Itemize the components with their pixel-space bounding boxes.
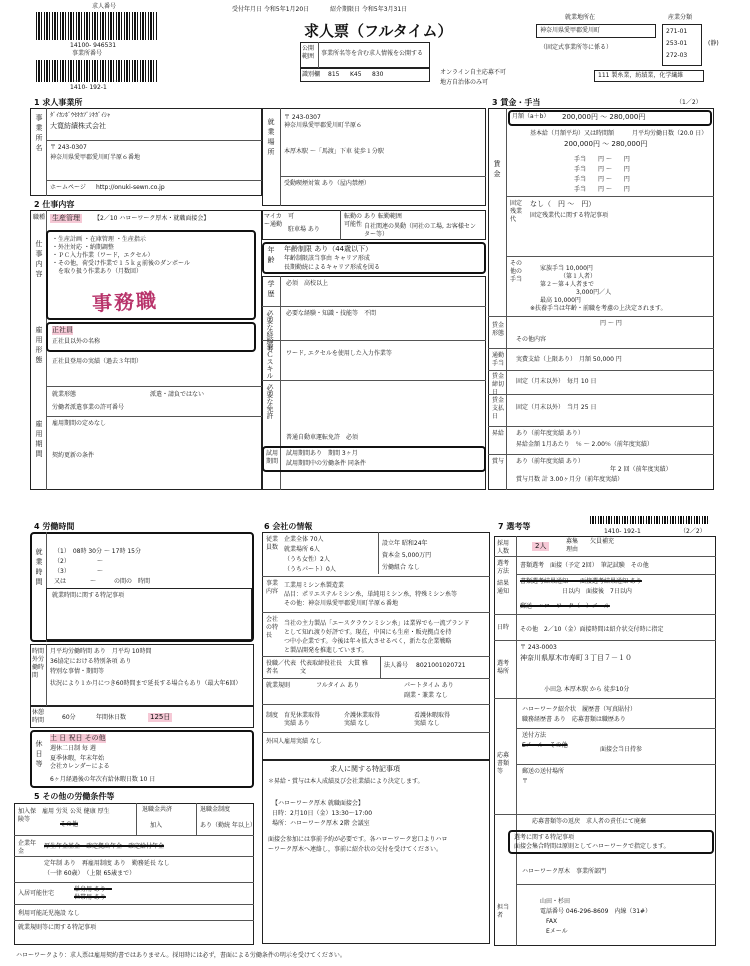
shorui-value: ハローワーク紹介状 履歴書（写真貼付） [522,706,637,713]
gakureki-value: 必須 高校以上 [286,280,329,287]
senko-label: 選考方法 [497,560,510,575]
jigyosho-vlabel: 事業所名 [35,114,43,154]
kyujin-no: 14100- 946531 [70,42,117,49]
sonota-1: 家族手当 10,000円 [540,265,593,272]
menkyo-value: 普通自動車運転免許 必須 [286,434,359,441]
basho-label: 選考場所 [497,660,510,675]
getsu-label: 月額（a＋b） [512,113,550,120]
jigyo-label: 事業内容 [266,580,279,595]
shimebi-label: 賃金締切日 [492,373,505,396]
kisoku-part: パートタイム あり [404,682,454,689]
sonota-6: ※扶養手当は年齢・前職を考慮の上決定されます。 [530,305,667,312]
seido-label-6: 制度 [266,712,279,719]
page-title: 求人票（フルタイム） [304,22,453,40]
company-address: 神奈川県愛甲郡愛川町半原６番地 [50,154,141,161]
hiyo-label: 賃金形態 [492,322,505,337]
shokushu-extra: 【2／10 ハローワーク厚木・就職面接会】 [94,215,210,222]
shikibetsu-label: 識別欄 [302,71,321,78]
teate-2: 手当 円 ～ 円 [574,166,630,173]
jikangai-label: 時間外労働時間 [32,648,45,679]
kaigo: 介護休業取得実績 なし [344,712,381,727]
haken-license: 労働者派遣事業の許可番号 [52,404,125,411]
tsuchi: 郵送 ハローワーク（ ）メール [520,603,610,610]
jigyo-1: 工業用ミシン糸製造業 [284,582,344,589]
setsuritsu: 設立年 昭和24年 [382,540,428,547]
shokyu-value: あり（前年度実績 あり） [516,430,584,437]
sec1-title: 1 求人事業所 [34,98,83,107]
shikibetsu-3: 830 [372,71,384,78]
company-postal: 〒 243-0307 [50,144,87,151]
naiyo-line-5: を取り扱う作業あり（月数回） [52,268,143,275]
expiry-date: 紹介期限日 令和5年3月31日 [330,6,408,13]
kekka-label: 結果通知 [497,580,510,595]
tanto-label: 担当者 [497,904,510,919]
nenrei-value: 年齢制限 あり（44歳以下） [284,245,373,253]
shoyo-count: 年 2 回（前年度実績） [610,466,672,473]
sec3-page: （1／2） [676,99,702,106]
shokyu-label: 昇給 [492,430,505,437]
nenkin-value: 厚生年金基金 確定拠出年金 確定給付年金 [44,843,165,850]
seido-value: あり（勤続 年以上） [200,822,256,829]
tokucho-2: として知れ渡り好評です。現在，中国にも生産・販売拠点を持 [284,629,452,636]
tokki-line-1: ＊昇給・賞与は本人成績及び会社業績により決定します。 [268,778,424,785]
senko-tokki: 選考に関する特記事項 [514,834,575,841]
kyujitsu-value: 土 日 祝日 その他 [50,734,106,742]
nyukyo-value: 単身用 あり 世帯用 あり [74,886,112,901]
getsu-value: 200,000円 ～ 280,000円 [562,113,646,121]
naiyo-line-3: ・ＰＣ入力作業（ワード，エクセル） [52,252,154,259]
daihyo-value: 代表取締役社長 大貫 雅文 [300,660,368,675]
shiharai-value: 固定（月末以外） 当月 25 日 [516,404,597,411]
chiho-note: 地方自治体のみ可 [440,79,489,86]
soufu-3: 面接会当日持参 [600,746,643,753]
yuso-label: 郵送の送付場所 [522,768,565,775]
tokucho-1: 当社の主力製品「エースクラウンミシン糸」は業界でも一流ブランド [284,620,470,627]
sonota-kyuyo: その他内容 [516,336,547,343]
sonota-2: （第１人者） [560,273,597,280]
kango: 看護休暇取得実績 なし [414,712,451,727]
taishoku-label: 退職金共済 [142,806,173,813]
kyujin-barcode [36,12,158,40]
tenkin-detail: 自社関連の異動（同社の工場, お客様センター等） [364,223,476,238]
jikan-tokki: 就業時間に関する特記事項 [52,592,125,599]
pc-value: ワード, エクセルを使用した入力作業等 [286,350,392,357]
henkyaku: 応募書類等の返戻 求人者の責任にて廃棄 [532,818,647,825]
tokucho-4: と製品開発を推進しています。 [284,647,368,654]
nenkan-label: 年間休日数 [96,714,127,721]
senko-value: 書類選考 面接（予定 2回） 筆記試験 その他 [520,562,649,569]
shoyo-label: 賞与 [492,458,505,465]
mycar-value: 可 [288,213,295,220]
tanto-fax: FAX [546,918,558,925]
kumiai: 労働組合 なし [382,564,420,571]
shihonkin: 資本金 5,000万円 [382,552,432,559]
teinen-value: 定年制 あり 再雇用制度 あり 勤務延長 なし [44,860,170,867]
sec5-title: 5 その他の労働条件等 [34,792,115,801]
tokki-line-5: 場所：ハローワーク厚木 2階 会議室 [272,820,370,827]
nenrei-reason2: 長期勤続によるキャリア形成を図る [284,264,381,271]
teinen-detail: （一律 60歳） （上限 65歳まで） [44,870,136,877]
nenkan-value: 125日 [150,713,171,721]
jigyosho-no-label: 事業所番号 [72,50,103,57]
nichiji-value: その他 2／10（金）面接時間は紹介状交付時に指定 [520,626,664,633]
sonota-4: 3,000円／人 [576,289,612,296]
keiyaku-koshin: 契約更新の条件 [52,452,95,459]
koyo-note: 就業規則等に関する特記事項 [18,924,97,931]
hoken-other: その他 [60,821,79,828]
shiyo-cond: 試用期間中の労働条件 同条件 [286,460,366,467]
saiyo-value: 2人 [532,542,549,551]
sangyo-desc: 111 製糸業，紡績業，化学繊維 [598,72,684,79]
part: （うちパート）0人 [284,566,336,573]
shukyu: 週休二日制 毎 週 [50,745,96,752]
yuso-postal: 〒 [522,778,529,785]
nenkin-label: 企業年金 [18,840,37,855]
sonota-label: その他の手当 [510,260,523,283]
tokki-line-4: 日時：2月10日（金）13:30～17:00 [272,810,373,817]
shugyo-basho: 神奈川県愛甲郡愛川町 [540,27,601,34]
kyotei: 36協定における特別条項 あり [50,658,132,665]
shimebi-value: 固定（月末以外） 毎月 10 日 [516,378,597,385]
jimushoku-stamp: 事務職 [91,288,159,316]
kyujitsu-vlabel: 休日等 [35,740,43,770]
shugyo-keitai: 就業形態 [52,391,77,398]
shokyu-detail: 昇給金額 1月あたり ％ ～ 2.00％（前年度実績） [516,441,653,448]
company-name: 大寛紡績株式会社 [50,122,106,130]
shugyo-postal: 〒 243-0307 [284,114,321,121]
shiharai-label: 賃金支払日 [492,397,505,420]
shugyo-basho-label: 就業地所在 [565,14,596,21]
koyo-value: 正社員 [52,326,73,334]
parking: 駐車場 あり [288,226,320,233]
shorui-label: 応募書類等 [497,752,510,775]
kigyo-zentai: 企業全体 70人 [284,536,324,543]
footer-note: ハローワークより：求人票は雇用契約書ではありません。採用時には必ず，書面による労働条件の明示を受けてください。 [16,952,346,959]
teate-1: 手当 円 ～ 円 [574,156,630,163]
kokai-label: 公開範囲 [302,45,315,60]
sec7-page: （2／2） [680,528,706,535]
seido-label: 退職金制度 [200,806,231,813]
daihyo-label: 役職／代表者名 [266,660,297,675]
shugyo-address: 神奈川県愛甲郡愛川町半原６ [284,122,363,129]
josei: （うち女性）2人 [284,556,330,563]
kyukei-value: 60分 [62,714,76,721]
tanto-tel: 電話番号 046-296-8609 内線（31#） [540,908,652,915]
tenkin-value: あり 転勤範囲 [364,213,402,220]
sonota-5: 最高 10,000円 [540,297,581,304]
kisoku-label: 就業規則 [266,682,291,689]
tokubetsu: 特別な事情・期間等 [50,668,105,675]
teate-3: 手当 円 ～ 円 [574,176,630,183]
kisoku-full: フルタイム あり [316,682,360,689]
kotei-note: 固定残業代に関する特記事項 [530,212,609,219]
taishoku-value: 加入 [150,822,163,829]
koyo-vlabel: 雇用形態 [35,326,43,366]
kihon-label: 基本給（月額平均）又は時間額 [530,130,615,137]
shiyo-label: 試用期間 [266,450,279,465]
sangyo-code-3: 272-03 [666,52,688,59]
tokki-line-7: 面接会参加には事前予約が必要です。各ハローワーク窓口よりハロ [268,836,448,843]
smoking-policy: 受動喫煙対策 あり（屋内禁煙） [284,180,370,187]
nenrei-reason: 年齢制限該当事由 キャリア形成 [284,255,370,262]
jikan-4: 又は ～ の間の 時間 [54,578,151,585]
sangyo-code-1: 271-01 [666,28,688,35]
teate-4: 手当 円 ～ 円 [574,186,630,193]
ikuji: 育児休業取得実績 あり [284,712,321,727]
tokubetsu-detail: 状況により１か月につき60時間まで延長する場合もあり（最大年6回） [50,680,242,687]
tsukin-label: 通勤手当 [492,352,505,367]
naiyo-line-1: ・生産計画 ・在庫管理 ・生産指示 [52,236,146,243]
hoken-label: 加入保険等 [18,808,37,823]
senko-tokki-2: 面接会集合時間は原則としてハローワークで指定します。 [514,843,670,850]
hoikusho: 利用可能託児施設 なし [18,910,80,917]
homepage-label: ホームページ [50,184,86,191]
shokushu-value: 生産管理 [52,214,80,222]
sec3-title: 3 賃金・手当 [492,98,541,107]
keiken-value: 必要な経験・知識・技能等 不問 [286,310,377,317]
jigyo-3: その他：神奈川県愛甲郡愛川町半原６番地 [284,600,399,607]
shoyo-amount: 賞与月数 計 3.00ヶ月分（前年度実績） [516,476,624,483]
mycar-label: マイカー通勤 [264,213,283,228]
kokai-value: 事業所名等を含む求人情報を公開する [321,50,424,57]
jikan-1: （1） 08時 30分 ～ 17時 15分 [54,548,141,555]
jikan-3: （3） ～ [54,568,103,575]
keiken-vlabel: 必要な経験等 [266,310,274,352]
shugyo-vlabel: 就業場所 [267,118,275,158]
sec4-title: 4 労働時間 [34,522,75,531]
shugyo-jikan-vlabel: 就業時間 [35,548,43,588]
sec7-jigyosho-no: 1410- 192-1 [604,528,641,535]
nichiji-label: 日時 [497,624,510,631]
jugyoin-label: 従業員数 [266,536,279,551]
yukyu: 6ヶ月経過後の年次有給休暇日数 10 日 [50,776,156,783]
shikibetsu-2: K45 [350,71,362,78]
shorui-value-2: 職務経歴書 あり 応募書類は職歴あり [522,716,626,723]
shugyo-ninzu: 就業場所 6人 [284,546,320,553]
jigyosho-no: 1410- 192-1 [70,84,107,91]
hoken-value: 雇用 労災 公災 健康 厚生 [42,808,110,815]
kihon-avg: 月平均労働日数（20.0 日） [632,130,708,137]
saiyo-label: 採用人数 [497,540,510,555]
kotei-label: 固定残業代 [510,200,523,223]
tokki-center-title: 求人に関する特記事項 [330,765,400,773]
shoyo-value: あり（前年度実績 あり） [516,458,584,465]
kyujitsu-note-1: 夏季休暇，年末年始 [50,755,105,762]
shugyo-access: 本厚木駅 ～「馬渡」下車 徒歩１分駅 [284,148,384,155]
jigyo-2: 品目：ポリエステルミシン糸，単純用ミシン糸，特殊ミシン糸等 [284,591,458,598]
fukugyo: 副業・兼業 なし [404,692,448,699]
gakureki-vlabel: 学歴 [267,280,275,300]
online-note: オンライン自主応募不可 [440,69,506,76]
nyukyo-label: 入居可能住宅 [18,890,55,897]
shikibetsu-1: 815 [328,71,340,78]
naiyo-line-2: ・外注対応 ・納期調整 [52,244,114,251]
kyujin-no-label: 求人番号 [92,3,117,10]
tenkin-label: 転勤の可能性 [344,213,363,228]
kihon-value: 200,000円 ～ 280,000円 [564,140,648,148]
kyujitsu-note-2: 会社カレンダーによる [50,763,110,770]
tokucho-label: 会社の特長 [266,616,279,639]
hojin-label: 法人番号 [384,662,409,669]
soufu-2: Eメール その他 [522,742,568,749]
tokki-line-8: ーワーク厚木へ連絡し，事前に紹介状の交付を受けてください。 [268,846,443,853]
sec2-title: 2 仕事内容 [34,200,75,209]
hiyo-value: 円 ～ 円 [600,320,622,327]
jikangai-value: 月平均労働時間 あり 月平均 10時間 [50,648,152,655]
chingin-vlabel: 賃金 [493,160,501,180]
tokki-line-3: 【ハローワーク厚木 就職面接会】 [272,800,364,807]
hojin-value: 8021001020721 [416,662,466,669]
sec7-barcode [590,516,710,524]
pc-vlabel: ＰＣスキル [266,344,274,379]
sangyo-label: 産業分類 [668,14,693,21]
koyo-other: 正社員以外の名称 [52,338,101,345]
gaikokujin: 外国人雇用実績 なし [266,738,322,745]
sec6-title: 6 会社の情報 [264,522,313,531]
homepage-link[interactable]: http://onuki-sewn.co.jp [96,184,165,191]
boshu-label: 募集理由 [566,538,579,553]
naiyo-line-4: ・その他，荷受け作業で１５ｋｇ前後のダンボール [52,260,190,267]
menkyo-vlabel: 必要な免許 [266,384,274,419]
sangyo-note: （固定式事業所等に係る） [540,44,613,51]
nenrei-vlabel: 年齢 [267,246,275,266]
shiyo-value: 試用期間あり 期間 3ヶ月 [286,450,358,457]
kyukei-label: 休憩時間 [32,709,45,724]
koyo-keitai-box [46,322,256,352]
sangyo-code-2: 253-01 [666,40,688,47]
jikan-2: （2） ～ [54,558,103,565]
sangyo-mark: (静) [708,40,719,47]
sonota-3: 第２～第４人者まで [540,281,595,288]
naiyo-vlabel: 仕事内容 [35,240,43,280]
haken-status: 派遣・請負ではない [150,391,205,398]
kekka-2: 日以内 面接後 7日以内 [520,588,632,595]
jigyosho-barcode [36,60,158,82]
shokushu-label: 職種 [33,214,46,221]
received-date: 受付年月日 令和5年1月20日 [232,6,310,13]
tokucho-3: つ中小企業です。今後は年々拡大させるべく，新たな企業戦略 [284,638,452,645]
sec7-title: 7 選考等 [498,522,531,531]
soufu-label: 送付方法 [522,732,547,739]
basho-address: 神奈川県厚木市寿町３丁目７－１０ [520,654,632,662]
kekka-1: 書類選考結果通知 面接選考結果通知 あり [520,578,642,585]
boshu-value: 欠員補充 [590,538,615,545]
basho-postal: 〒 243-0003 [520,644,557,651]
koyo-kikan: 雇用期間の定めなし [52,420,107,427]
company-kana: ﾀﾞｲｶﾝﾎﾞｳｾｷｶﾌﾞｼｷｶﾞｲｼｬ [50,112,111,119]
basho-access: 小田急 本厚木駅 から 徒歩10分 [544,686,630,693]
tokoyo: 正社員登用の実績（過去３年間） [52,358,143,365]
kotei-value: なし（ 円 ～ 円） [530,200,596,208]
tanto-name: 山田・杉田 [540,898,571,905]
koyo-kikan-vlabel: 雇用期間 [35,420,43,460]
tanto-email: Eメール [546,928,568,935]
tanto-busho: ハローワーク厚木 事業所部門 [522,868,607,875]
tsukin-value: 実費支給（上限あり） 月額 50,000 円 [516,356,622,363]
